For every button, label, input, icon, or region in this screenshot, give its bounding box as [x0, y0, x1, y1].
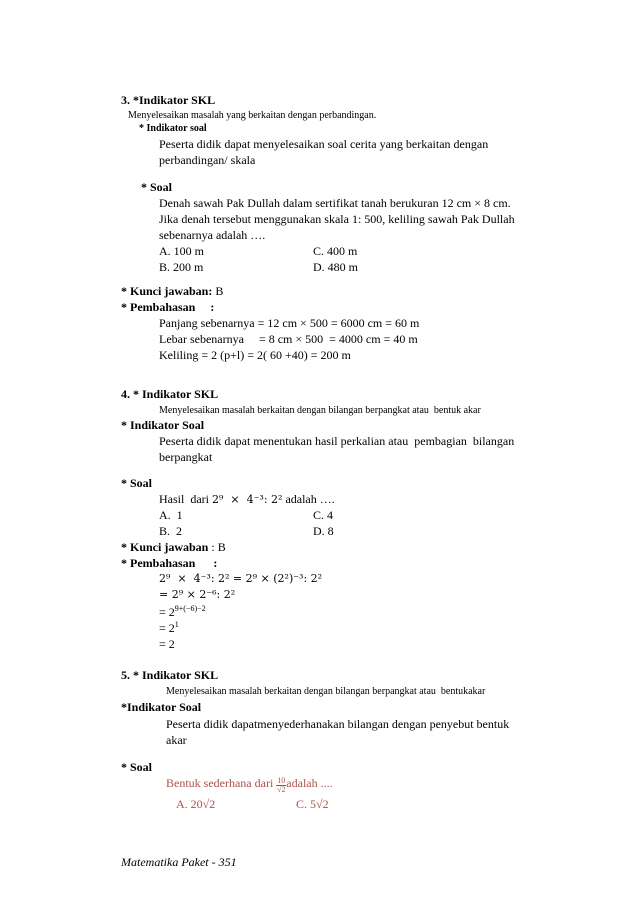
q3-option-b: B. 200 m: [159, 260, 204, 274]
q4-option-d: D. 8: [313, 524, 334, 538]
q5-indikator-soal-line2: akar: [166, 733, 187, 747]
q3-pembahasan-label: * Pembahasan :: [121, 300, 215, 314]
q4-option-c: C. 4: [313, 508, 334, 522]
q3-kunci-value: B: [215, 284, 224, 298]
q3-skl-text: Menyelesaikan masalah yang berkaitan dengan perbandingan.: [128, 110, 377, 121]
q4-indikator-soal-line2: berpangkat: [159, 450, 213, 464]
q4-step1: 2⁹ × 4⁻³: 2² = 2⁹ × (2²)⁻³: 2²: [159, 572, 323, 585]
q3-pembahasan-line3: Keliling = 2 (p+l) = 2( 60 +40) = 200 m: [159, 348, 351, 362]
q3-heading: 3. *Indikator SKL: [121, 93, 216, 107]
q5-fraction: [276, 777, 286, 794]
q5-skl-text: Menyelesaikan masalah berkaitan dengan bilangan berpangkat atau bentukakar: [166, 686, 486, 697]
q5-soal: [166, 776, 333, 794]
q3-pembahasan-line1: Panjang sebenarnya = 12 cm × 500 = 6000 cm = 60 m: [159, 316, 420, 330]
q4-step4-exponent: 1: [174, 620, 179, 629]
q5-indikator-soal-line1: Peserta didik dapatmenyederhanakan bilangan dengan penyebut bentuk: [166, 717, 510, 731]
q5-fraction-denominator: √2: [277, 785, 286, 794]
q5-option-c: C. 5√2: [296, 797, 329, 811]
q4-heading: 4. * Indikator SKL: [121, 387, 219, 401]
q4-soal-suffix: adalah ….: [285, 492, 335, 506]
q4-kunci-value: : B: [211, 540, 226, 554]
q4-step4-base: = 2: [159, 621, 175, 635]
q4-step5: = 2: [159, 637, 175, 651]
q4-soal-label: * Soal: [121, 476, 153, 490]
q5-indikator-soal-label: *Indikator Soal: [121, 700, 202, 714]
q4-soal: [159, 492, 335, 507]
q4-pembahasan-label: * Pembahasan :: [121, 556, 218, 570]
q5-soal-suffix: adalah ....: [286, 776, 333, 790]
q3-option-a: A. 100 m: [159, 244, 204, 258]
q3-option-c: C. 400 m: [313, 244, 358, 258]
q4-step4: [159, 621, 179, 635]
q5-soal-label: * Soal: [121, 760, 153, 774]
q3-pembahasan-line2: Lebar sebenarnya = 8 cm × 500 = 4000 cm = 40 m: [159, 332, 418, 346]
q3-indikator-soal-label: * Indikator soal: [139, 123, 207, 134]
q4-kunci-label: * Kunci jawaban: [121, 540, 209, 554]
q3-soal-line1: Denah sawah Pak Dullah dalam sertifikat tanah berukuran 12 cm × 8 cm.: [159, 196, 511, 210]
q5-heading: 5. * Indikator SKL: [121, 668, 219, 682]
q3-kunci: [121, 284, 223, 298]
q3-indikator-soal-line1: Peserta didik dapat menyelesaikan soal cerita yang berkaitan dengan: [159, 137, 489, 151]
q4-kunci: [121, 540, 226, 554]
q3-soal-label: * Soal: [141, 180, 173, 194]
q4-soal-prefix: Hasil dari: [159, 492, 209, 506]
page-footer: Matematika Paket - 351: [121, 855, 237, 869]
q5-option-a: A. 20√2: [176, 797, 216, 811]
q5-soal-prefix: Bentuk sederhana dari: [166, 776, 274, 790]
q4-option-a: A. 1: [159, 508, 183, 522]
q4-indikator-soal-line1: Peserta didik dapat menentukan hasil perkalian atau pembagian bilangan: [159, 434, 515, 448]
q3-kunci-label: * Kunci jawaban:: [121, 284, 213, 298]
q4-step3: [159, 605, 206, 619]
q4-step3-exponent: 9+(−6)−2: [174, 604, 206, 613]
q5-fraction-numerator: 10: [277, 776, 286, 785]
q4-option-b: B. 2: [159, 524, 183, 538]
q4-step3-base: = 2: [159, 605, 175, 619]
q4-indikator-soal-label: * Indikator Soal: [121, 418, 205, 432]
q4-skl-text: Menyelesaikan masalah berkaitan dengan bilangan berpangkat atau bentuk akar: [159, 405, 481, 416]
q3-option-d: D. 480 m: [313, 260, 358, 274]
q4-step2: = 2⁹ × 2⁻⁶: 2²: [159, 588, 236, 601]
q3-indikator-soal-line2: perbandingan/ skala: [159, 153, 256, 167]
q3-soal-line2: Jika denah tersebut menggunakan skala 1: 500, keliling sawah Pak Dullah: [159, 212, 515, 226]
q3-soal-line3: sebenarnya adalah ….: [159, 228, 266, 242]
q4-soal-expression: 2⁹ × 4⁻³: 2²: [212, 493, 283, 506]
